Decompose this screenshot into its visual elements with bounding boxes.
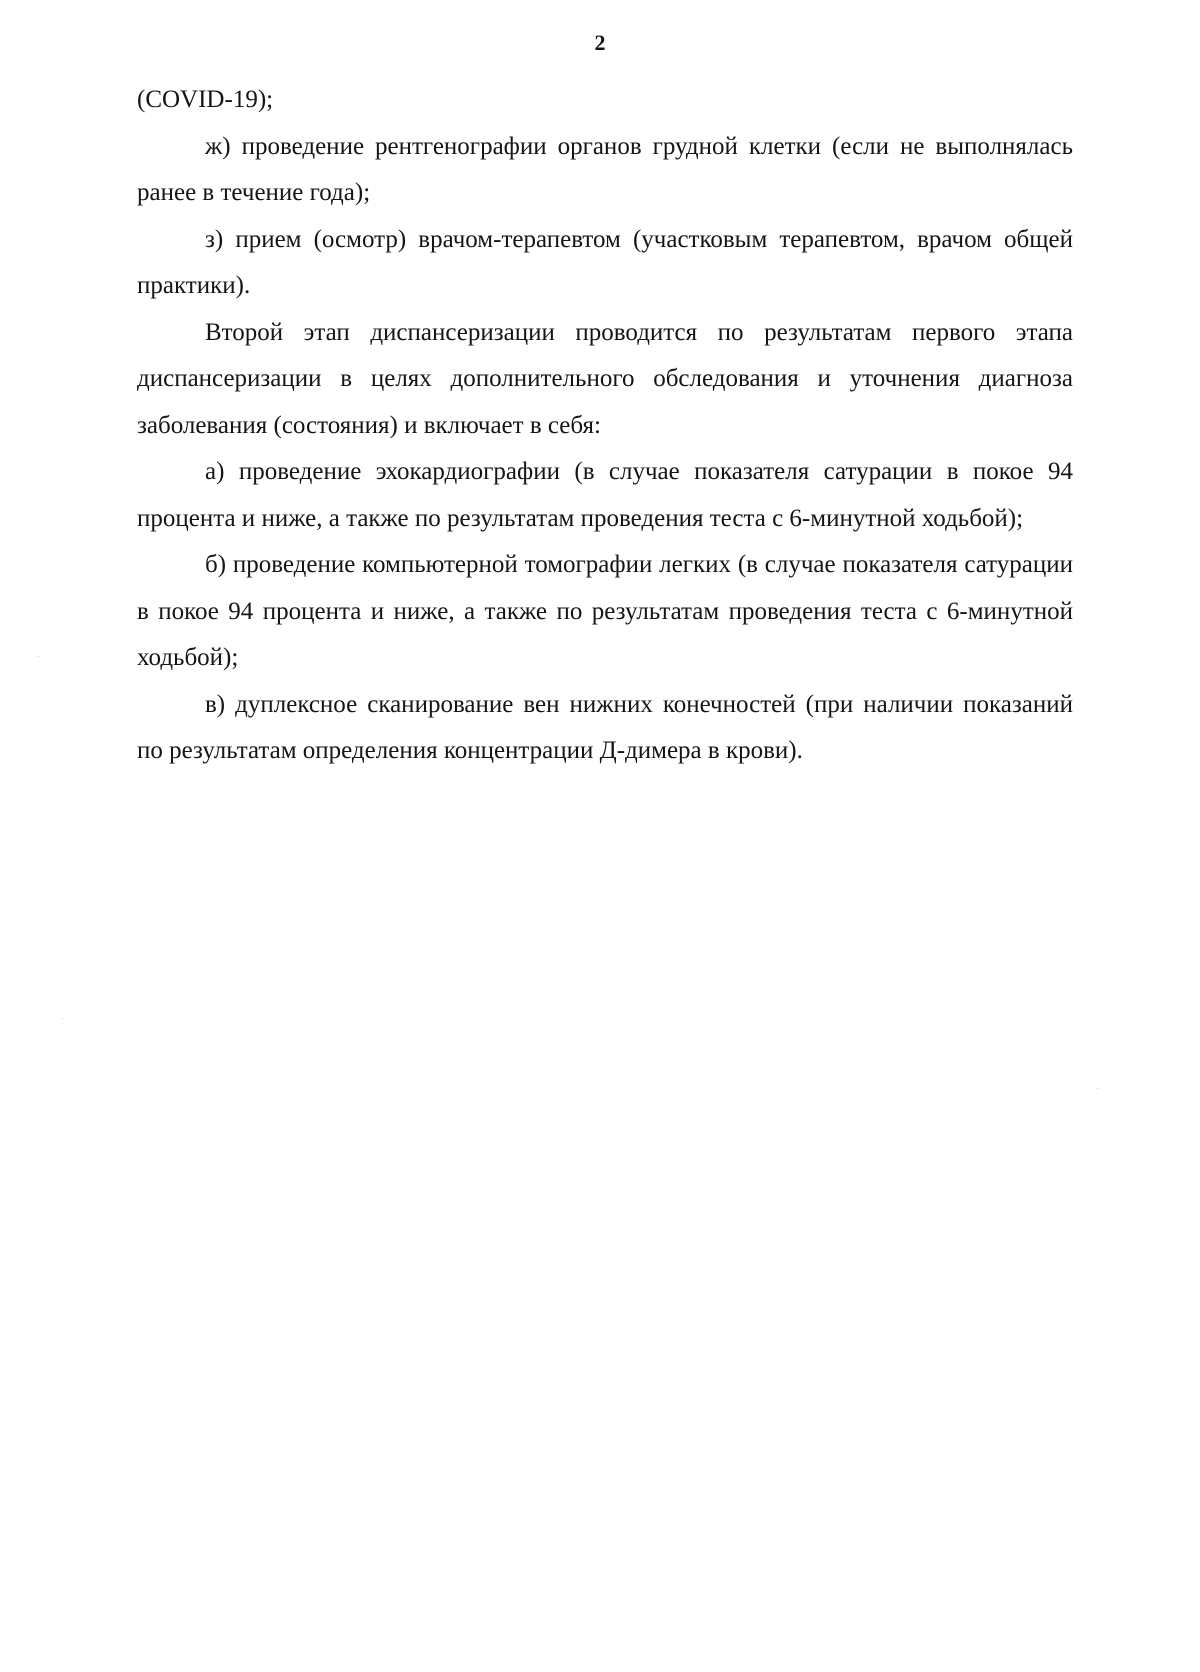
- paragraph-item-v-duplex-scan: в) дуплексное сканирование вен нижних конечностей (при наличии показаний по результатам определения концентрации Д-димера в крови).: [137, 690, 1073, 764]
- paragraph-item-zh-xray: ж) проведение рентгенографии органов грудной клетки (если не выполнялась ранее в течение года);: [137, 132, 1073, 206]
- page-number: 2: [594, 30, 606, 55]
- paragraph-item-b-ct-lungs: б) проведение компьютерной томографии легких (в случае показателя сатурации в покое 94 процента и ниже, а также по результатам проведения теста с 6-минутной ходьбой);: [137, 551, 1073, 671]
- scan-speck: [1097, 1088, 1098, 1089]
- document-body: [137, 77, 1073, 775]
- scan-speck: [38, 656, 39, 657]
- paragraph-item-z-therapist: з) прием (осмотр) врачом-терапевтом (участковым терапевтом, врачом общей практики).: [137, 225, 1073, 299]
- scan-speck: [62, 1018, 63, 1019]
- paragraph-covid-continuation: (COVID-19);: [137, 86, 274, 113]
- paragraph-second-stage-intro: Второй этап диспансеризации проводится по результатам первого этапа диспансеризации в целях дополнительного обследования и уточнения диагноза заболевания (состояния) и включает в себя:: [137, 318, 1073, 439]
- paragraph-item-a-echocardiography: а) проведение эхокардиографии (в случае показателя сатурации в покое 94 процента и ниже, а также по результатам проведения теста с 6-минутной ходьбой);: [137, 458, 1073, 532]
